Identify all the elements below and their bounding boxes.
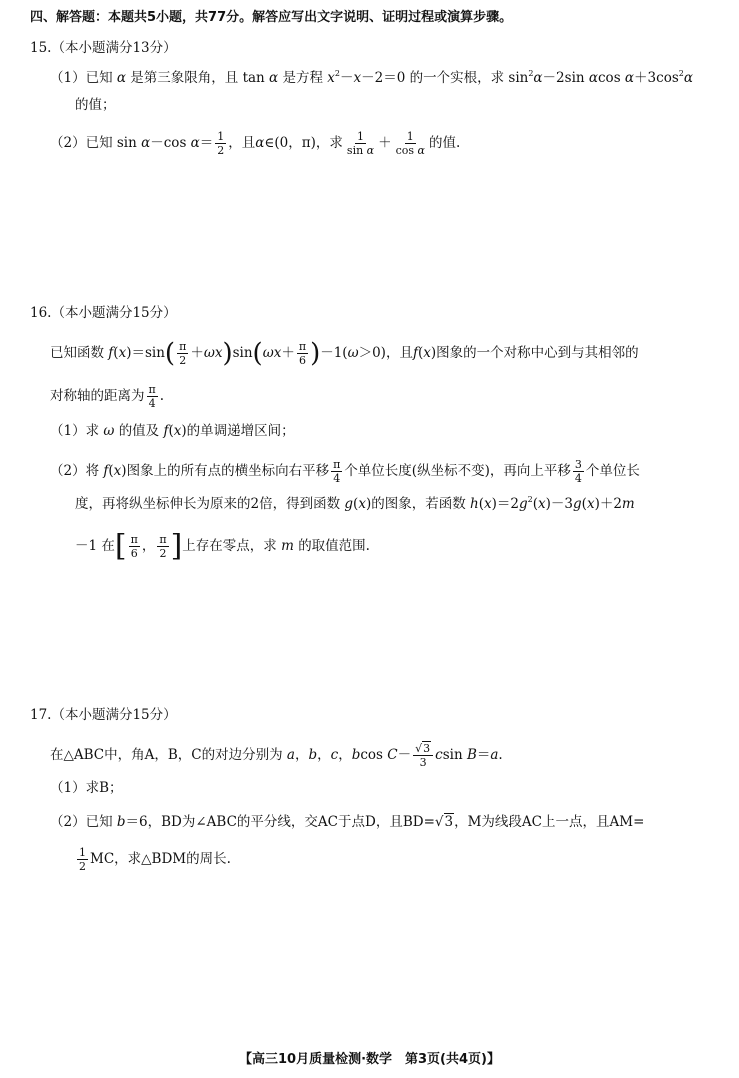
page-footer: 【高三10月质量检测·数学 第3页(共4页)】 — [238, 1052, 500, 1067]
q17-part2-line2: $\frac{1}{2}$ MC，求△BDM的周长. — [79, 846, 231, 873]
q15-part1-line1: （1）已知 α 是第三象限角，且 tan α 是方程 $x^2-x-2=0$ 的一个实根，求 $\sin^2\alpha-2\sin$ αcos $\alpha+3\cos^2\alpha$ — [50, 69, 693, 86]
q16-line2: 对称轴的距离为 $\frac{\pi}{4}$ . — [50, 383, 165, 410]
section-header: 四、解答题：本题共5小题，共77分。解答应写出文字说明、证明过程或演算步骤。 — [30, 10, 513, 25]
q17-title: 17.（本小题满分15分） — [30, 707, 177, 723]
q16-part1: （1）求 ω 的值及 f(x)的单调递增区间； — [50, 423, 295, 439]
q16-part2-line2: 度，再将纵坐标伸长为原来的2倍，得到函数 g(x)的图象，若函数 $h(x)=2g^2(x)-3g(x)+2m$ — [75, 495, 635, 512]
q15-part1-line2: 的值； — [75, 97, 116, 113]
q15-title: 15.（本小题满分13分） — [30, 40, 177, 56]
q16-part2-line3: －1 在[ $\frac{\pi}{6}$ ， $\frac{\pi}{2}$ ]上存在零点，求 m 的取值范围. — [75, 528, 370, 564]
q17-part2-line1: （2）已知 b＝6，BD为∠ABC的平分线，交AC于点D，且BD=√3，M为线段AC上一点，且AM= — [50, 814, 645, 830]
q15-part2: （2）已知 sin α－cos α＝ $\frac{1}{2}$ ，且α∈(0，π)，求 $\frac{1}{\text{sin α}}$ ＋ $\frac{1}{\text{cos α}}$ 的值. — [50, 130, 461, 157]
q17-line1: 在△ABC中，角A，B，C的对边分别为 a，b，c，bcos C－ $\frac{√3}{3}$ csin B＝a. — [50, 742, 503, 769]
q17-part1: （1）求B； — [50, 780, 123, 796]
q16-title: 16.（本小题满分15分） — [30, 305, 177, 321]
q16-line1: 已知函数 f(x)＝sin( $\frac{\pi}{2}$ ＋ωx)sin(ωx＋ $\frac{\pi}{6}$ )－1(ω＞0)，且f(x)图象的一个对称中心到与其相邻的 — [50, 338, 639, 369]
q16-part2-line1: （2）将 f(x)图象上的所有点的横坐标向右平移 $\frac{\pi}{4}$ 个单位长度(纵坐标不变)，再向上平移 $\frac{3}{4}$ 个单位长 — [50, 458, 640, 485]
